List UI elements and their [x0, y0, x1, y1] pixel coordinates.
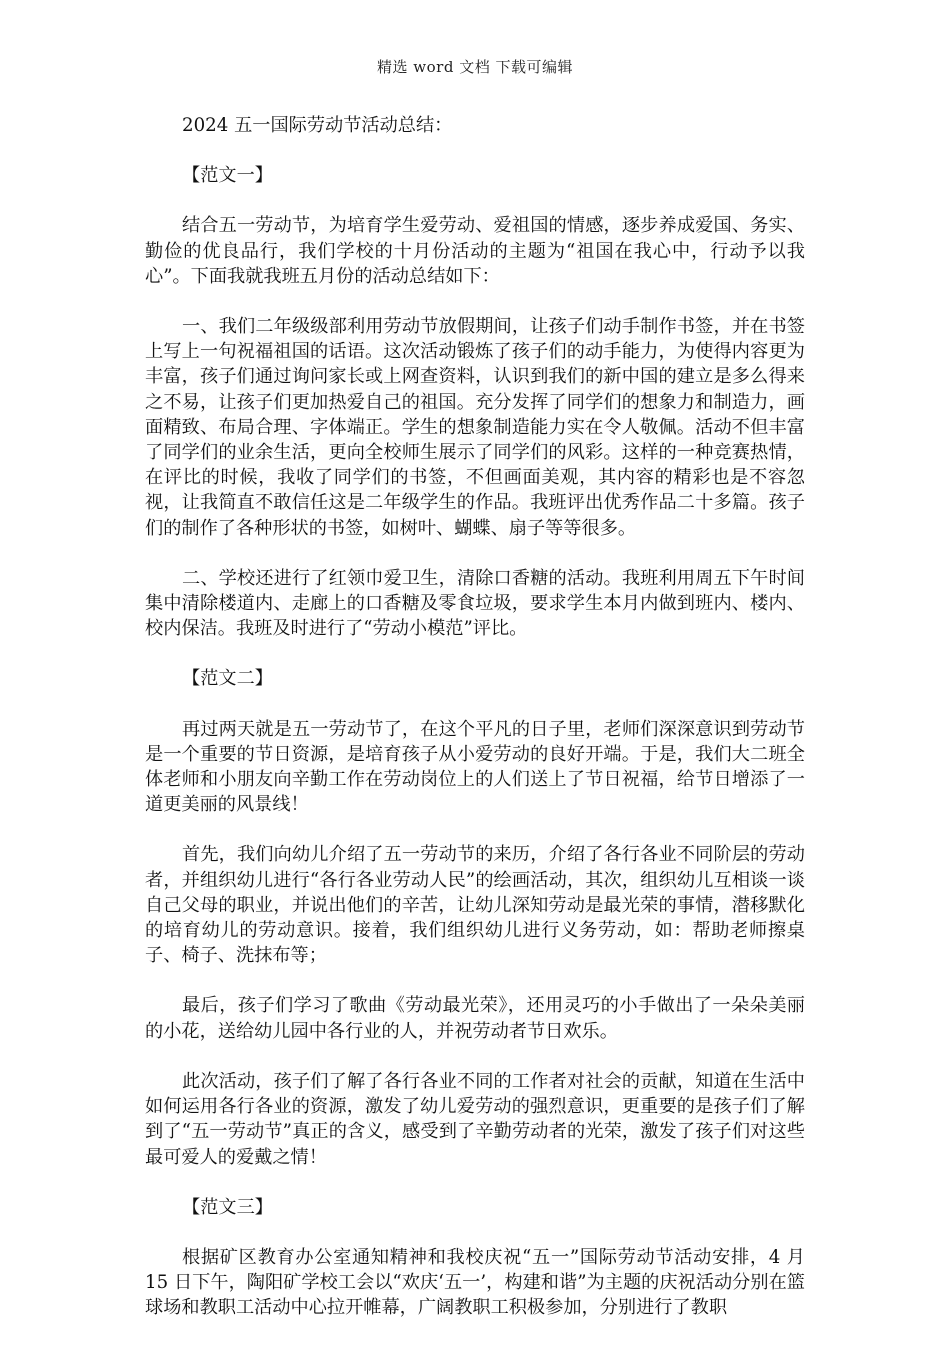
- paragraph: 最后，孩子们学习了歌曲《劳动最光荣》，还用灵巧的小手做出了一朵朵美丽的小花，送给幼儿园中各行业的人，并祝劳动者节日欢乐。: [145, 995, 805, 1042]
- paragraph: 首先，我们向幼儿介绍了五一劳动节的来历，介绍了各行各业不同阶层的劳动者，并组织幼儿进行“各行各业劳动人民”的绘画活动，其次，组织幼儿互相谈一谈自己父母的职业，并说出他们的辛苦，让幼儿深知劳动是最光荣的事情，潜移默化的培育幼儿的劳动意识。接着，我们组织幼儿进行义务劳动，如：帮助老师擦桌子、椅子、洗抹布等；: [145, 844, 805, 967]
- document-title: 2024 五一国际劳动节活动总结：: [182, 115, 453, 136]
- section-heading-2: 【范文二】: [182, 668, 273, 690]
- page-header: 精选 word 文档 下载可编辑: [377, 58, 573, 76]
- document-body: [145, 113, 805, 1346]
- paragraph: 一、我们二年级级部利用劳动节放假期间，让孩子们动手制作书签，并在书签上写上一句祝福祖国的话语。这次活动锻炼了孩子们的动手能力，为使得内容更为丰富，孩子们通过询问家长或上网查资料，认识到我们的新中国的建立是多么得来之不易，让孩子们更加热爱自己的祖国。充分发挥了同学们的想象力和制造力，画面精致、布局合理、字体端正。学生的想象制造能力实在令人敬佩。活动不但丰富了同学们的业余生活，更向全校师生展示了同学们的风彩。这样的一种竞赛热情，在评比的时候，我收了同学们的书签，不但画面美观，其内容的精彩也是不容忽视，让我简直不敢信任这是二年级学生的作品。我班评出优秀作品二十多篇。孩子们的制作了各种形状的书签，如树叶、蝴蝶、扇子等等很多。: [145, 316, 805, 539]
- paragraph: 二、学校还进行了红领巾爱卫生，清除口香糖的活动。我班利用周五下午时间集中清除楼道内、走廊上的口香糖及零食垃圾，要求学生本月内做到班内、楼内、校内保洁。我班及时进行了“劳动小模范”评比。: [145, 567, 805, 640]
- paragraph: 此次活动，孩子们了解了各行各业不同的工作者对社会的贡献，知道在生活中如何运用各行各业的资源，激发了幼儿爱劳动的强烈意识，更重要的是孩子们了解到了“五一劳动节”真正的含义，感受到了辛勤劳动者的光荣，激发了孩子们对这些最可爱人的爱戴之情！: [145, 1070, 805, 1168]
- section-heading-3: 【范文三】: [182, 1196, 273, 1218]
- paragraph: 结合五一劳动节，为培育学生爱劳动、爱祖国的情感，逐步养成爱国、务实、勤俭的优良品行，我们学校的十月份活动的主题为“祖国在我心中，行动予以我心”。下面我就我班五月份的活动总结如下：: [145, 215, 805, 287]
- paragraph: 再过两天就是五一劳动节了，在这个平凡的日子里，老师们深深意识到劳动节是一个重要的节日资源，是培育孩子从小爱劳动的良好开端。于是，我们大二班全体老师和小朋友向辛勤工作在劳动岗位上的人们送上了节日祝福，给节日增添了一道更美丽的风景线！: [145, 718, 805, 816]
- section-heading-1: 【范文一】: [182, 165, 273, 187]
- paragraph: 根据矿区教育办公室通知精神和我校庆祝“五一”国际劳动节活动安排，4 月 15 日下午，陶阳矿学校工会以“欢庆‘五一’，构建和谐”为主题的庆祝活动分别在篮球场和教职工活动中心拉开帷幕，广阔教职工积极参加，分别进行了教职: [145, 1246, 805, 1319]
